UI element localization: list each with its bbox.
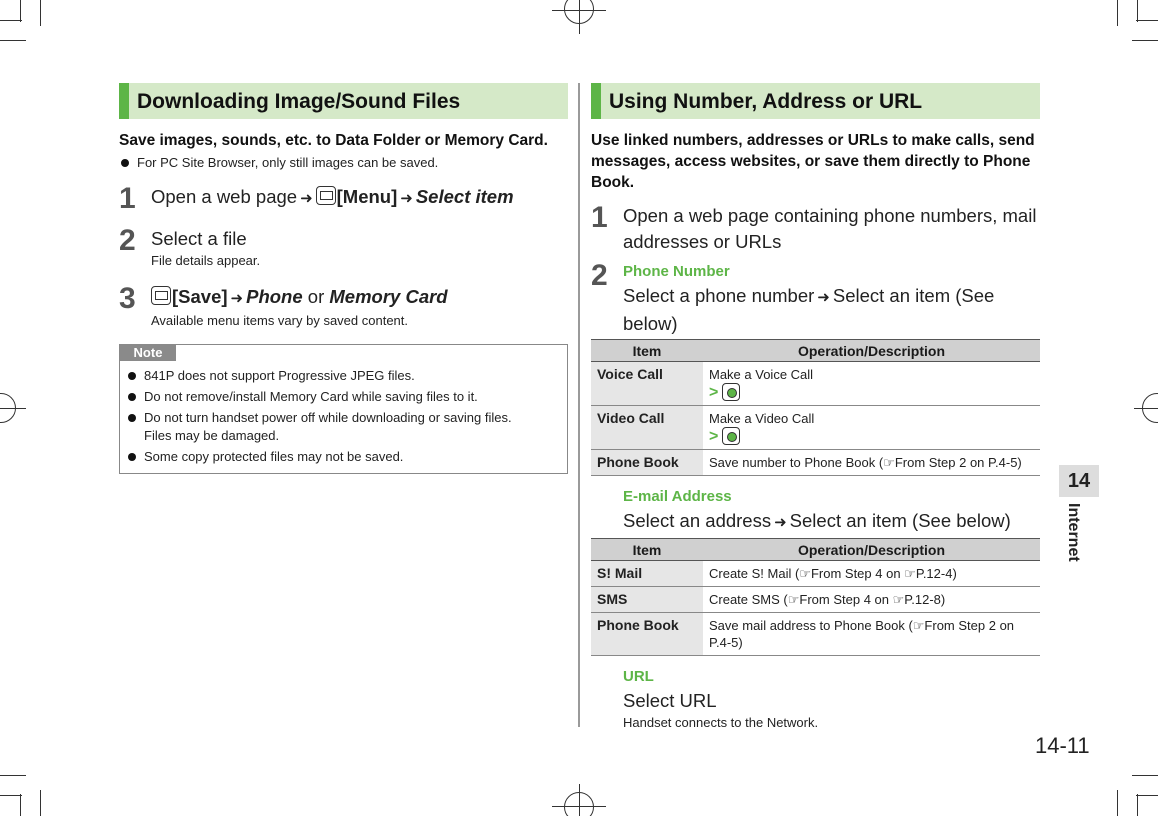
bullet-icon: [121, 159, 129, 167]
table-row: [591, 362, 1040, 406]
section-header: [591, 83, 1040, 119]
left-column: [119, 83, 568, 474]
table-cell: S! Mail: [591, 561, 703, 587]
step-text-part: Select an item (See below): [623, 285, 995, 334]
registration-mark: [1134, 408, 1158, 409]
crop-mark: [0, 795, 22, 796]
table-cell: Phone Book: [591, 613, 703, 656]
step-1: [591, 203, 1040, 255]
mail-key-icon: [316, 186, 336, 205]
registration-mark: [579, 0, 580, 34]
section-lead: Use linked numbers, addresses or URLs to make calls, send messages, access websites, or save them directly to Phone Book.: [591, 132, 1035, 191]
right-column: [591, 83, 1040, 732]
note-item: [126, 448, 559, 466]
crop-mark: [1117, 0, 1118, 26]
note-item: [126, 367, 559, 385]
email-substep: [591, 486, 1040, 536]
bullet-icon: [128, 414, 136, 422]
step-text-part: Memory Card: [329, 286, 448, 307]
note-text: Do not remove/install Memory Card while saving files to it.: [144, 389, 478, 404]
table-cell: Create S! Mail (☞From Step 4 on ☞P.12-4): [703, 561, 1040, 587]
bullet-icon: [128, 393, 136, 401]
phone-number-label: Phone Number: [623, 263, 730, 280]
bullet-icon: [128, 453, 136, 461]
step-number: 2: [119, 224, 136, 257]
step-2: [591, 261, 1040, 337]
email-address-table: [591, 538, 1040, 656]
chapter-tab: 14: [1059, 465, 1099, 497]
step-text: [151, 184, 568, 212]
crop-mark: [1137, 794, 1138, 816]
table-cell: Voice Call: [591, 362, 703, 406]
step-subtext: Handset connects to the Network.: [623, 715, 819, 730]
step-1: [119, 182, 568, 215]
registration-mark: [579, 784, 580, 816]
note-text: Some copy protected files may not be saved.: [144, 449, 404, 464]
email-address-label: E-mail Address: [623, 488, 732, 505]
step-text: Select URL: [623, 690, 717, 711]
cell-text: Make a Voice Call: [709, 367, 814, 382]
step-text-part: Select an address: [623, 510, 772, 531]
registration-mark: [552, 806, 606, 807]
table-row: [591, 406, 1040, 450]
crop-mark: [1137, 0, 1138, 22]
note-item: [126, 388, 559, 406]
step-number: 1: [591, 201, 608, 234]
note-text: 841P does not support Progressive JPEG files.: [144, 368, 415, 383]
note-tag: Note: [120, 344, 176, 361]
column-header: Operation/Description: [703, 340, 1040, 362]
url-label: URL: [623, 668, 654, 685]
chevron-right-icon: >: [709, 428, 719, 445]
crop-mark: [0, 20, 22, 21]
call-key-icon: [722, 427, 740, 445]
crop-mark: [0, 775, 26, 776]
table-cell: Create SMS (☞From Step 4 on ☞P.12-8): [703, 587, 1040, 613]
crop-mark: [1117, 790, 1118, 816]
crop-mark: [40, 0, 41, 26]
bullet-icon: [128, 372, 136, 380]
step-subtext: Available menu items vary by saved content.: [151, 313, 409, 328]
section-lead: Save images, sounds, etc. to Data Folder or Memory Card.: [119, 132, 548, 149]
table-row: [591, 587, 1040, 613]
step-number: 2: [591, 259, 608, 292]
chapter-label: Internet: [1065, 503, 1082, 562]
mail-key-icon: [151, 286, 171, 305]
table-cell: SMS: [591, 587, 703, 613]
step-text-part: Phone: [246, 286, 303, 307]
crop-mark: [20, 0, 21, 22]
section-title: Downloading Image/Sound Files: [137, 90, 461, 113]
note-text: Do not turn handset power off while downloading or saving files. Files may be damaged.: [144, 410, 512, 443]
crop-mark: [1132, 40, 1158, 41]
registration-mark: [0, 408, 26, 409]
menu-key-label: [Menu]: [336, 186, 398, 207]
bullet-item: [119, 154, 568, 172]
column-header: Item: [591, 539, 703, 561]
phone-number-table: [591, 339, 1040, 476]
url-substep: [591, 666, 1040, 732]
call-key-icon: [722, 383, 740, 401]
table-cell: Video Call: [591, 406, 703, 450]
step-text: Open a web page containing phone numbers, mail addresses or URLs: [623, 205, 1037, 252]
table-cell: Phone Book: [591, 450, 703, 476]
step-subtext: File details appear.: [151, 253, 261, 268]
bullet-text: For PC Site Browser, only still images can be saved.: [137, 155, 439, 170]
chevron-right-icon: >: [709, 384, 719, 401]
table-row: [591, 561, 1040, 587]
table-row: [591, 613, 1040, 656]
arrow-right-icon: ➜: [817, 289, 830, 306]
step-text-part: Select a phone number: [623, 285, 815, 306]
page-number: 14-11: [1035, 733, 1090, 758]
step-number: 3: [119, 282, 136, 315]
step-text-part: Select item: [415, 186, 514, 207]
step-number: 1: [119, 182, 136, 215]
section-title: Using Number, Address or URL: [609, 90, 923, 113]
arrow-right-icon: ➜: [774, 514, 787, 531]
arrow-right-icon: ➜: [230, 290, 244, 307]
step-text: Select a file: [151, 228, 247, 249]
crop-mark: [1136, 20, 1158, 21]
save-key-label: [Save]: [172, 286, 228, 307]
note-box: [119, 344, 568, 474]
table-cell: [703, 406, 1040, 450]
section-header-bar: [119, 83, 129, 119]
step-text: [623, 508, 1040, 536]
crop-mark: [1136, 795, 1158, 796]
step-text-part: Open a web page: [151, 186, 298, 207]
table-cell: Save number to Phone Book (☞From Step 2 on P.4-5): [703, 450, 1040, 476]
column-header: Operation/Description: [703, 539, 1040, 561]
step-3: [119, 284, 568, 330]
section-header-bar: [591, 83, 601, 119]
crop-mark: [20, 794, 21, 816]
table-cell: [703, 362, 1040, 406]
crop-mark: [1132, 775, 1158, 776]
step-2: [119, 226, 568, 270]
column-divider: [578, 83, 580, 727]
note-item: [126, 409, 559, 445]
arrow-right-icon: ➜: [400, 190, 413, 207]
step-text-part: or: [307, 286, 325, 307]
cell-text: Make a Video Call: [709, 411, 815, 426]
step-text: [151, 284, 568, 312]
step-text: [623, 283, 1040, 337]
section-header: [119, 83, 568, 119]
registration-mark: [552, 10, 606, 11]
step-text-part: Select an item (See below): [789, 510, 1011, 531]
table-cell: Save mail address to Phone Book (☞From Step 2 on P.4-5): [703, 613, 1040, 656]
crop-mark: [0, 40, 26, 41]
table-row: [591, 450, 1040, 476]
arrow-right-icon: ➜: [300, 190, 313, 207]
crop-mark: [40, 790, 41, 816]
column-header: Item: [591, 340, 703, 362]
